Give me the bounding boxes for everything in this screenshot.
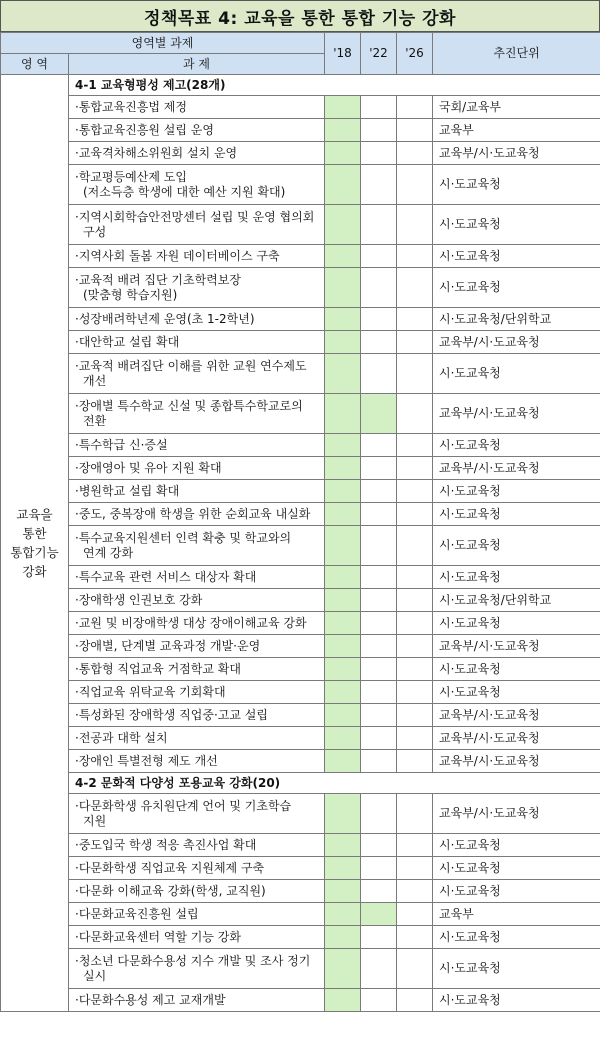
year-2026-cell [397, 989, 433, 1012]
unit-cell: 교육부/시·도교육청 [433, 750, 600, 773]
year-2026-cell [397, 457, 433, 480]
task-line: ·통합형 직업교육 거점학교 확대 [75, 661, 241, 676]
year-2022-cell [361, 989, 397, 1012]
task-cell [69, 566, 325, 589]
task-cell [69, 308, 325, 331]
task-line: ·다문화학생 직업교육 지원체제 구축 [75, 860, 265, 875]
year-2018-cell [325, 926, 361, 949]
unit-cell: 교육부 [433, 119, 600, 142]
year-2018-cell [325, 354, 361, 394]
unit-cell: 교육부/시·도교육청 [433, 142, 600, 165]
year-2026-cell [397, 750, 433, 773]
year-2026-cell [397, 142, 433, 165]
year-2022-cell [361, 926, 397, 949]
table-row [1, 96, 600, 119]
year-2022-cell [361, 794, 397, 834]
unit-cell: 시·도교육청/단위학교 [433, 589, 600, 612]
year-2022-cell [361, 589, 397, 612]
task-line: ·장애영아 및 유아 지원 확대 [75, 460, 222, 475]
unit-cell: 시·도교육청 [433, 926, 600, 949]
unit-cell: 시·도교육청 [433, 268, 600, 308]
task-cell [69, 704, 325, 727]
year-2026-cell [397, 926, 433, 949]
table-row [1, 834, 600, 857]
table-row [1, 612, 600, 635]
year-2026-cell [397, 658, 433, 681]
year-2026-cell [397, 119, 433, 142]
year-2022-cell [361, 681, 397, 704]
year-2022-cell [361, 566, 397, 589]
task-cell [69, 503, 325, 526]
section-heading-row [1, 75, 600, 96]
year-2018-cell [325, 205, 361, 245]
task-line: ·학교평등예산제 도입 [75, 169, 187, 184]
year-2026-cell [397, 635, 433, 658]
year-2026-cell [397, 331, 433, 354]
task-line: ·중도, 중복장애 학생을 위한 순회교육 내실화 [75, 506, 311, 521]
year-2018-cell [325, 119, 361, 142]
unit-cell: 교육부/시·도교육청 [433, 704, 600, 727]
area-line: 교육을 [16, 507, 53, 522]
area-line: 강화 [22, 564, 47, 579]
year-2018-cell [325, 503, 361, 526]
year-2026-cell [397, 503, 433, 526]
year-2022-cell [361, 308, 397, 331]
task-cell [69, 949, 325, 989]
year-2018-cell [325, 857, 361, 880]
year-2022-cell [361, 704, 397, 727]
year-2018-header: '18 [325, 33, 361, 75]
year-2022-cell [361, 658, 397, 681]
task-line: ·교육적 배려 집단 기초학력보장 [75, 272, 241, 287]
year-2026-cell [397, 727, 433, 750]
year-2026-header: '26 [397, 33, 433, 75]
task-line: ·특수교육 관련 서비스 대상자 확대 [75, 569, 257, 584]
task-cell [69, 658, 325, 681]
task-cell [69, 205, 325, 245]
year-2026-cell [397, 480, 433, 503]
task-line: ·중도입국 학생 적응 촉진사업 확대 [75, 837, 257, 852]
year-2026-cell [397, 612, 433, 635]
year-2022-cell [361, 857, 397, 880]
table-row [1, 926, 600, 949]
year-2022-cell [361, 503, 397, 526]
task-cell [69, 857, 325, 880]
table-row [1, 704, 600, 727]
task-line: ·성장배려학년제 운영(초 1-2학년) [75, 311, 255, 326]
task-cell [69, 926, 325, 949]
task-line: 지원 [83, 813, 107, 828]
task-line: (맞춤형 학습지원) [83, 287, 178, 302]
year-2026-cell [397, 205, 433, 245]
year-2018-cell [325, 526, 361, 566]
year-2018-cell [325, 989, 361, 1012]
task-line: ·특수학급 신·증설 [75, 437, 168, 452]
year-2026-cell [397, 526, 433, 566]
task-line: ·장애별 특수학교 신설 및 종합특수학교로의 [75, 398, 303, 413]
table-row [1, 681, 600, 704]
unit-cell: 시·도교육청 [433, 434, 600, 457]
task-line: ·다문화수용성 제고 교재개발 [75, 992, 226, 1007]
year-2018-cell [325, 142, 361, 165]
unit-cell: 시·도교육청 [433, 245, 600, 268]
task-cell [69, 142, 325, 165]
year-2018-cell [325, 949, 361, 989]
year-2022-cell [361, 834, 397, 857]
task-line: ·다문화 이해교육 강화(학생, 교직원) [75, 883, 266, 898]
year-2022-cell [361, 635, 397, 658]
unit-cell: 시·도교육청 [433, 205, 600, 245]
table-row [1, 142, 600, 165]
table-row [1, 119, 600, 142]
table-row [1, 205, 600, 245]
task-line: ·지역시회학습안전망센터 설립 및 운영 협의회 [75, 209, 315, 224]
year-2026-cell [397, 268, 433, 308]
table-row [1, 165, 600, 205]
year-2018-cell [325, 794, 361, 834]
page-title: 정책목표 4: 교육을 통한 통합 기능 강화 [0, 0, 600, 32]
table-row [1, 308, 600, 331]
table-row [1, 331, 600, 354]
year-2018-cell [325, 480, 361, 503]
year-2026-cell [397, 880, 433, 903]
year-2022-cell [361, 612, 397, 635]
year-2026-cell [397, 434, 433, 457]
year-2022-cell [361, 526, 397, 566]
unit-cell: 시·도교육청 [433, 880, 600, 903]
task-cell [69, 480, 325, 503]
year-2026-cell [397, 394, 433, 434]
unit-cell: 교육부/시·도교육청 [433, 635, 600, 658]
year-2022-cell [361, 434, 397, 457]
table-row [1, 245, 600, 268]
task-line: ·다문화학생 유치원단계 언어 및 기초학습 [75, 798, 292, 813]
section-heading: 4-1 교육형평성 제고(28개) [69, 75, 600, 96]
task-cell [69, 880, 325, 903]
year-2026-cell [397, 354, 433, 394]
task-cell [69, 331, 325, 354]
unit-cell: 시·도교육청 [433, 503, 600, 526]
year-2026-cell [397, 96, 433, 119]
task-cell [69, 119, 325, 142]
year-2018-cell [325, 434, 361, 457]
task-line: ·통합교육진흥법 제정 [75, 99, 187, 114]
year-2018-cell [325, 635, 361, 658]
year-2026-cell [397, 949, 433, 989]
table-row [1, 794, 600, 834]
year-2018-cell [325, 268, 361, 308]
task-cell [69, 526, 325, 566]
year-2022-cell [361, 727, 397, 750]
task-cell [69, 457, 325, 480]
unit-cell: 시·도교육청 [433, 165, 600, 205]
year-2022-header: '22 [361, 33, 397, 75]
table-row [1, 457, 600, 480]
task-cell [69, 903, 325, 926]
area-header: 영 역 [1, 54, 69, 75]
year-2018-cell [325, 96, 361, 119]
unit-cell: 시·도교육청/단위학교 [433, 308, 600, 331]
table-row [1, 434, 600, 457]
task-cell [69, 165, 325, 205]
task-cell [69, 268, 325, 308]
year-2022-cell [361, 354, 397, 394]
area-cell [1, 75, 69, 1012]
task-line: ·특수교육지원센터 인력 확충 및 학교와의 [75, 530, 292, 545]
year-2026-cell [397, 857, 433, 880]
year-2018-cell [325, 658, 361, 681]
year-2026-cell [397, 589, 433, 612]
unit-cell: 교육부/시·도교육청 [433, 794, 600, 834]
area-line: 통한 [22, 526, 47, 541]
area-line: 통합기능 [10, 545, 59, 560]
table-row [1, 880, 600, 903]
task-line: ·장애학생 인권보호 강화 [75, 592, 203, 607]
task-line: ·청소년 다문화수용성 지수 개발 및 조사 정기 [75, 953, 311, 968]
year-2022-cell [361, 394, 397, 434]
year-2018-cell [325, 394, 361, 434]
year-2026-cell [397, 308, 433, 331]
unit-cell: 시·도교육청 [433, 681, 600, 704]
task-line: 구성 [83, 224, 107, 239]
task-cell [69, 834, 325, 857]
task-line: ·직업교육 위탁교육 기회확대 [75, 684, 226, 699]
task-line: 전환 [83, 413, 107, 428]
table-row [1, 480, 600, 503]
table-row [1, 566, 600, 589]
year-2018-cell [325, 566, 361, 589]
task-cell [69, 354, 325, 394]
year-2018-cell [325, 834, 361, 857]
task-line: ·다문화교육진흥원 설립 [75, 906, 199, 921]
year-2022-cell [361, 880, 397, 903]
year-2018-cell [325, 727, 361, 750]
year-2018-cell [325, 245, 361, 268]
table-row [1, 989, 600, 1012]
year-2022-cell [361, 245, 397, 268]
task-cell [69, 794, 325, 834]
task-line: ·다문화교육센터 역할 기능 강화 [75, 929, 241, 944]
unit-cell: 시·도교육청 [433, 834, 600, 857]
year-2022-cell [361, 142, 397, 165]
task-line: ·지역사회 돌봄 자원 데이터베이스 구축 [75, 248, 280, 263]
year-2026-cell [397, 704, 433, 727]
table-row [1, 750, 600, 773]
year-2018-cell [325, 165, 361, 205]
unit-cell: 시·도교육청 [433, 612, 600, 635]
year-2022-cell [361, 331, 397, 354]
table-row [1, 658, 600, 681]
policy-task-table [0, 32, 600, 1012]
task-cell [69, 681, 325, 704]
table-row [1, 903, 600, 926]
task-cell [69, 635, 325, 658]
task-line: ·장애인 특별전형 제도 개선 [75, 753, 218, 768]
table-row [1, 526, 600, 566]
group-header: 영역별 과제 [1, 33, 325, 54]
year-2022-cell [361, 268, 397, 308]
task-cell [69, 245, 325, 268]
task-line: 연계 강화 [83, 545, 134, 560]
year-2018-cell [325, 880, 361, 903]
unit-cell: 시·도교육청 [433, 566, 600, 589]
year-2022-cell [361, 903, 397, 926]
task-cell [69, 989, 325, 1012]
year-2018-cell [325, 681, 361, 704]
task-line: ·교원 및 비장애학생 대상 장애이해교육 강화 [75, 615, 307, 630]
unit-cell: 시·도교육청 [433, 989, 600, 1012]
table-row [1, 268, 600, 308]
year-2022-cell [361, 205, 397, 245]
task-line: ·대안학교 설립 확대 [75, 334, 180, 349]
year-2018-cell [325, 704, 361, 727]
unit-cell: 교육부/시·도교육청 [433, 331, 600, 354]
task-cell [69, 589, 325, 612]
table-row [1, 635, 600, 658]
unit-header: 추진단위 [433, 33, 600, 75]
table-row [1, 589, 600, 612]
year-2018-cell [325, 457, 361, 480]
task-line: 개선 [83, 373, 107, 388]
unit-cell: 시·도교육청 [433, 354, 600, 394]
task-cell [69, 394, 325, 434]
task-cell [69, 434, 325, 457]
unit-cell: 시·도교육청 [433, 658, 600, 681]
table-row [1, 354, 600, 394]
year-2022-cell [361, 750, 397, 773]
table-row [1, 949, 600, 989]
task-line: ·병원학교 설립 확대 [75, 483, 180, 498]
table-row [1, 503, 600, 526]
section-heading-row [1, 773, 600, 794]
table-row [1, 857, 600, 880]
year-2026-cell [397, 245, 433, 268]
unit-cell: 시·도교육청 [433, 526, 600, 566]
year-2022-cell [361, 949, 397, 989]
year-2018-cell [325, 750, 361, 773]
task-line: ·전공과 대학 설치 [75, 730, 168, 745]
task-cell [69, 727, 325, 750]
task-header: 과 제 [69, 54, 325, 75]
year-2022-cell [361, 480, 397, 503]
year-2026-cell [397, 903, 433, 926]
task-line: ·장애별, 단계별 교육과정 개발·운영 [75, 638, 261, 653]
year-2018-cell [325, 589, 361, 612]
year-2022-cell [361, 165, 397, 205]
unit-cell: 시·도교육청 [433, 857, 600, 880]
unit-cell: 교육부/시·도교육청 [433, 394, 600, 434]
year-2026-cell [397, 566, 433, 589]
year-2026-cell [397, 165, 433, 205]
year-2022-cell [361, 119, 397, 142]
year-2026-cell [397, 794, 433, 834]
unit-cell: 시·도교육청 [433, 480, 600, 503]
task-line: ·통합교육진흥원 설립 운영 [75, 122, 214, 137]
task-line: ·특성화된 장애학생 직업중·고교 설립 [75, 707, 268, 722]
table-row [1, 727, 600, 750]
task-line: 실시 [83, 968, 107, 983]
task-cell [69, 96, 325, 119]
year-2018-cell [325, 308, 361, 331]
table-row [1, 394, 600, 434]
year-2018-cell [325, 903, 361, 926]
unit-cell: 국회/교육부 [433, 96, 600, 119]
year-2022-cell [361, 96, 397, 119]
task-line: ·교육격차해소위원회 설치 운영 [75, 145, 238, 160]
year-2018-cell [325, 612, 361, 635]
year-2018-cell [325, 331, 361, 354]
task-cell [69, 750, 325, 773]
task-cell [69, 612, 325, 635]
year-2026-cell [397, 681, 433, 704]
unit-cell: 교육부 [433, 903, 600, 926]
task-line: ·교육적 배려집단 이해를 위한 교원 연수제도 [75, 358, 307, 373]
unit-cell: 교육부/시·도교육청 [433, 727, 600, 750]
unit-cell: 교육부/시·도교육청 [433, 457, 600, 480]
section-heading: 4-2 문화적 다양성 포용교육 강화(20) [69, 773, 600, 794]
year-2022-cell [361, 457, 397, 480]
unit-cell: 시·도교육청 [433, 949, 600, 989]
task-line: (저소득층 학생에 대한 예산 지원 확대) [83, 184, 286, 199]
year-2026-cell [397, 834, 433, 857]
